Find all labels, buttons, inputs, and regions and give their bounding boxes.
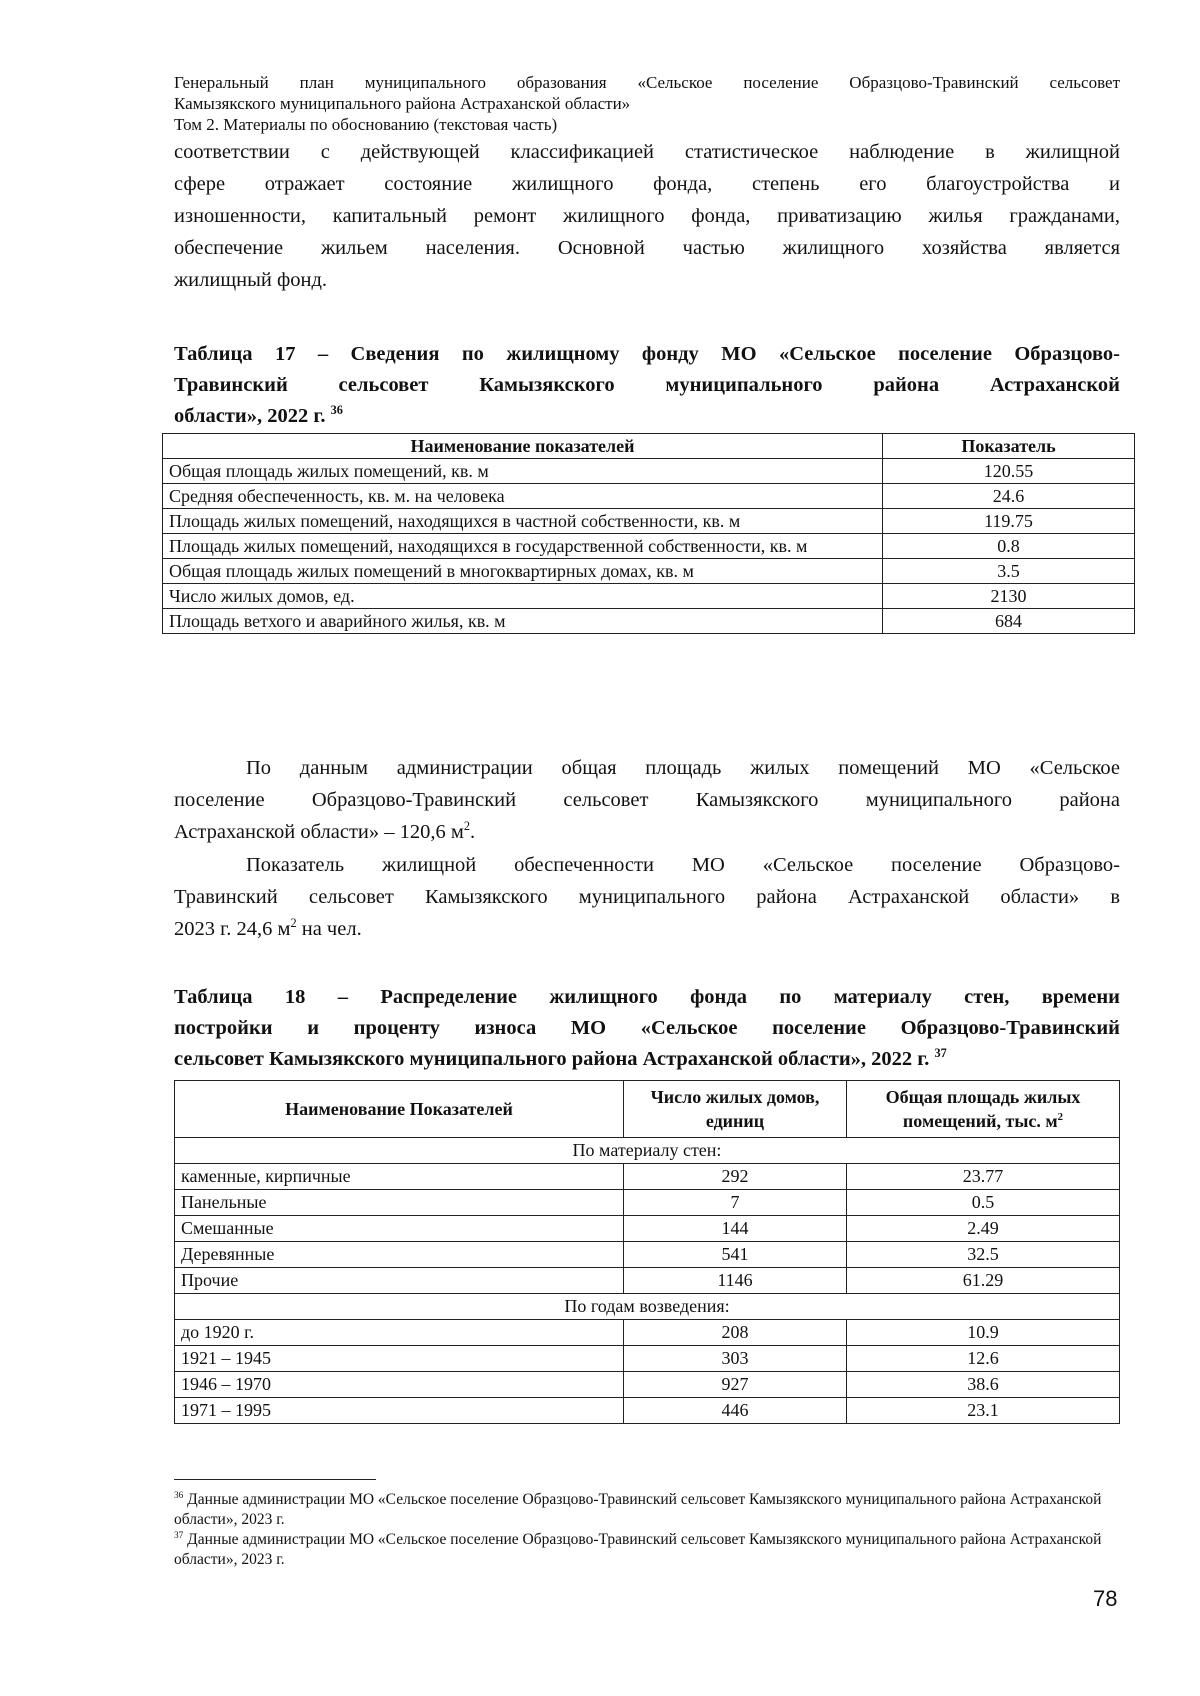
indicator-value: 120.55	[883, 459, 1135, 484]
row-label: 1921 – 1945	[175, 1346, 624, 1372]
indicator-name: Число жилых домов, ед.	[163, 584, 883, 609]
row-label: 1971 – 1995	[175, 1398, 624, 1424]
footnotes	[174, 1490, 1120, 1570]
table-row	[163, 509, 1135, 534]
indicator-value: 684	[883, 609, 1135, 634]
row-label: Панельные	[175, 1190, 624, 1216]
column-header: Общая площадь жилых помещений, тыс. $м^2$	[847, 1081, 1120, 1138]
house-count: 303	[624, 1346, 847, 1372]
indicator-value: 3.5	[883, 559, 1135, 584]
row-label: Смешанные	[175, 1216, 624, 1242]
indicator-name: Средняя обеспеченность, кв. м. на человека	[163, 484, 883, 509]
text-line: Травинский сельсовет Камызякского муниципального района Астраханской области» в	[174, 886, 1120, 908]
housing-distribution-table	[174, 1080, 1120, 1424]
table-row	[163, 484, 1135, 509]
header-line-3: Том 2. Материалы по обоснованию (текстовая часть)	[174, 115, 558, 134]
caption-line: области», 2022 г. $^{36}$	[174, 403, 343, 427]
row-label: каменные, кирпичные	[175, 1164, 624, 1190]
floor-area: 61.29	[847, 1268, 1120, 1294]
floor-area: 23.77	[847, 1164, 1120, 1190]
house-count: 927	[624, 1372, 847, 1398]
table-row	[175, 1242, 1120, 1268]
row-label: до 1920 г.	[175, 1320, 624, 1346]
paragraph-total-area	[174, 752, 1120, 848]
indicator-name: Общая площадь жилых помещений, кв. м	[163, 459, 883, 484]
house-count: 208	[624, 1320, 847, 1346]
header-line-2: Камызякского муниципального района Астраханской области»	[174, 94, 631, 113]
text-line: 2023 г. 24,6 $м^2$ на чел.	[174, 916, 362, 940]
column-header: Показатель	[883, 434, 1135, 459]
indicator-name: Общая площадь жилых помещений в многоквартирных домах, кв. м	[163, 559, 883, 584]
header-line-1: Генеральный план муниципального образования «Сельское поселение Образцово-Травинский сельсовет	[174, 73, 1120, 92]
text-line: соответствии с действующей классификацией статистическое наблюдение в жилищной	[174, 141, 1120, 163]
paragraph-housing-provision	[174, 849, 1120, 945]
floor-area: 38.6	[847, 1372, 1120, 1398]
text-line: сфере отражает состояние жилищного фонда, степень его благоустройства и	[174, 173, 1120, 195]
section-row	[175, 1138, 1120, 1164]
table-row	[175, 1190, 1120, 1216]
page-number: 78	[1093, 1586, 1118, 1611]
section-row	[175, 1294, 1120, 1320]
caption-line: сельсовет Камызякского муниципального района Астраханской области», 2022 г. $^{37}$	[174, 1046, 947, 1070]
text-line: жилищный фонд.	[174, 269, 328, 291]
table17-caption	[174, 339, 1120, 432]
house-count: 446	[624, 1398, 847, 1424]
house-count: 1146	[624, 1268, 847, 1294]
caption-line: постройки и проценту износа МО «Сельское поселение Образцово-Травинский	[174, 1017, 1120, 1039]
house-count: 7	[624, 1190, 847, 1216]
floor-area: 32.5	[847, 1242, 1120, 1268]
floor-area: 10.9	[847, 1320, 1120, 1346]
caption-line: Таблица 18 – Распределение жилищного фонда по материалу стен, времени	[174, 986, 1120, 1008]
column-header: Наименование Показателей	[175, 1081, 624, 1138]
text-line: изношенности, капитальный ремонт жилищного фонда, приватизацию жилья гражданами,	[174, 205, 1120, 227]
row-label: Деревянные	[175, 1242, 624, 1268]
house-count: 541	[624, 1242, 847, 1268]
column-header: Наименование показателей	[163, 434, 883, 459]
footnote-36: $^{36}$ Данные администрации МО «Сельское поселение Образцово-Травинский сельсовет Камызякского муниципального района Астраханской области», 2023 г.	[174, 1490, 1102, 1528]
table-row	[175, 1216, 1120, 1242]
section-label: По годам возведения:	[175, 1294, 1120, 1320]
indicator-value: 0.8	[883, 534, 1135, 559]
house-count: 292	[624, 1164, 847, 1190]
floor-area: 0.5	[847, 1190, 1120, 1216]
indicator-value: 119.75	[883, 509, 1135, 534]
house-count: 144	[624, 1216, 847, 1242]
caption-line: Таблица 17 – Сведения по жилищному фонду МО «Сельское поселение Образцово-	[174, 343, 1120, 365]
table-row	[175, 1346, 1120, 1372]
floor-area: 23.1	[847, 1398, 1120, 1424]
running-header	[174, 72, 1120, 135]
table-row	[163, 559, 1135, 584]
text-line: обеспечение жильем населения. Основной частью жилищного хозяйства является	[174, 237, 1120, 259]
table-row	[175, 1372, 1120, 1398]
indicator-value: 24.6	[883, 484, 1135, 509]
table-row	[175, 1320, 1120, 1346]
table-row	[163, 459, 1135, 484]
table-row	[163, 584, 1135, 609]
indicator-name: Площадь жилых помещений, находящихся в государственной собственности, кв. м	[163, 534, 883, 559]
floor-area: 12.6	[847, 1346, 1120, 1372]
table18-caption	[174, 982, 1120, 1075]
row-label: 1946 – 1970	[175, 1372, 624, 1398]
indicator-name: Площадь ветхого и аварийного жилья, кв. м	[163, 609, 883, 634]
caption-line: Травинский сельсовет Камызякского муниципального района Астраханской	[174, 374, 1120, 396]
intro-paragraph	[174, 136, 1120, 296]
text-line: Показатель жилищной обеспеченности МО «Сельское поселение Образцово-	[246, 854, 1120, 876]
indicator-name: Площадь жилых помещений, находящихся в частной собственности, кв. м	[163, 509, 883, 534]
table-row	[175, 1398, 1120, 1424]
table-row	[163, 609, 1135, 634]
indicator-value: 2130	[883, 584, 1135, 609]
table-row	[175, 1268, 1120, 1294]
footnote-ref: 37	[934, 1046, 947, 1061]
footnote-divider	[174, 1479, 376, 1480]
footnote-37: $^{37}$ Данные администрации МО «Сельское поселение Образцово-Травинский сельсовет Камызякского муниципального района Астраханской области», 2023 г.	[174, 1530, 1102, 1568]
floor-area: 2.49	[847, 1216, 1120, 1242]
row-label: Прочие	[175, 1268, 624, 1294]
text-line: По данным администрации общая площадь жилых помещений МО «Сельское	[246, 757, 1120, 779]
text-line: Астраханской области» – 120,6 $м^2$.	[174, 819, 476, 843]
text-line: поселение Образцово-Травинский сельсовет Камызякского муниципального района	[174, 789, 1120, 811]
table-row	[175, 1164, 1120, 1190]
footnote-ref: 36	[330, 403, 343, 418]
table-row	[163, 534, 1135, 559]
section-label: По материалу стен:	[175, 1138, 1120, 1164]
housing-stock-table	[162, 433, 1135, 634]
column-header: Число жилых домов, единиц	[624, 1081, 847, 1138]
